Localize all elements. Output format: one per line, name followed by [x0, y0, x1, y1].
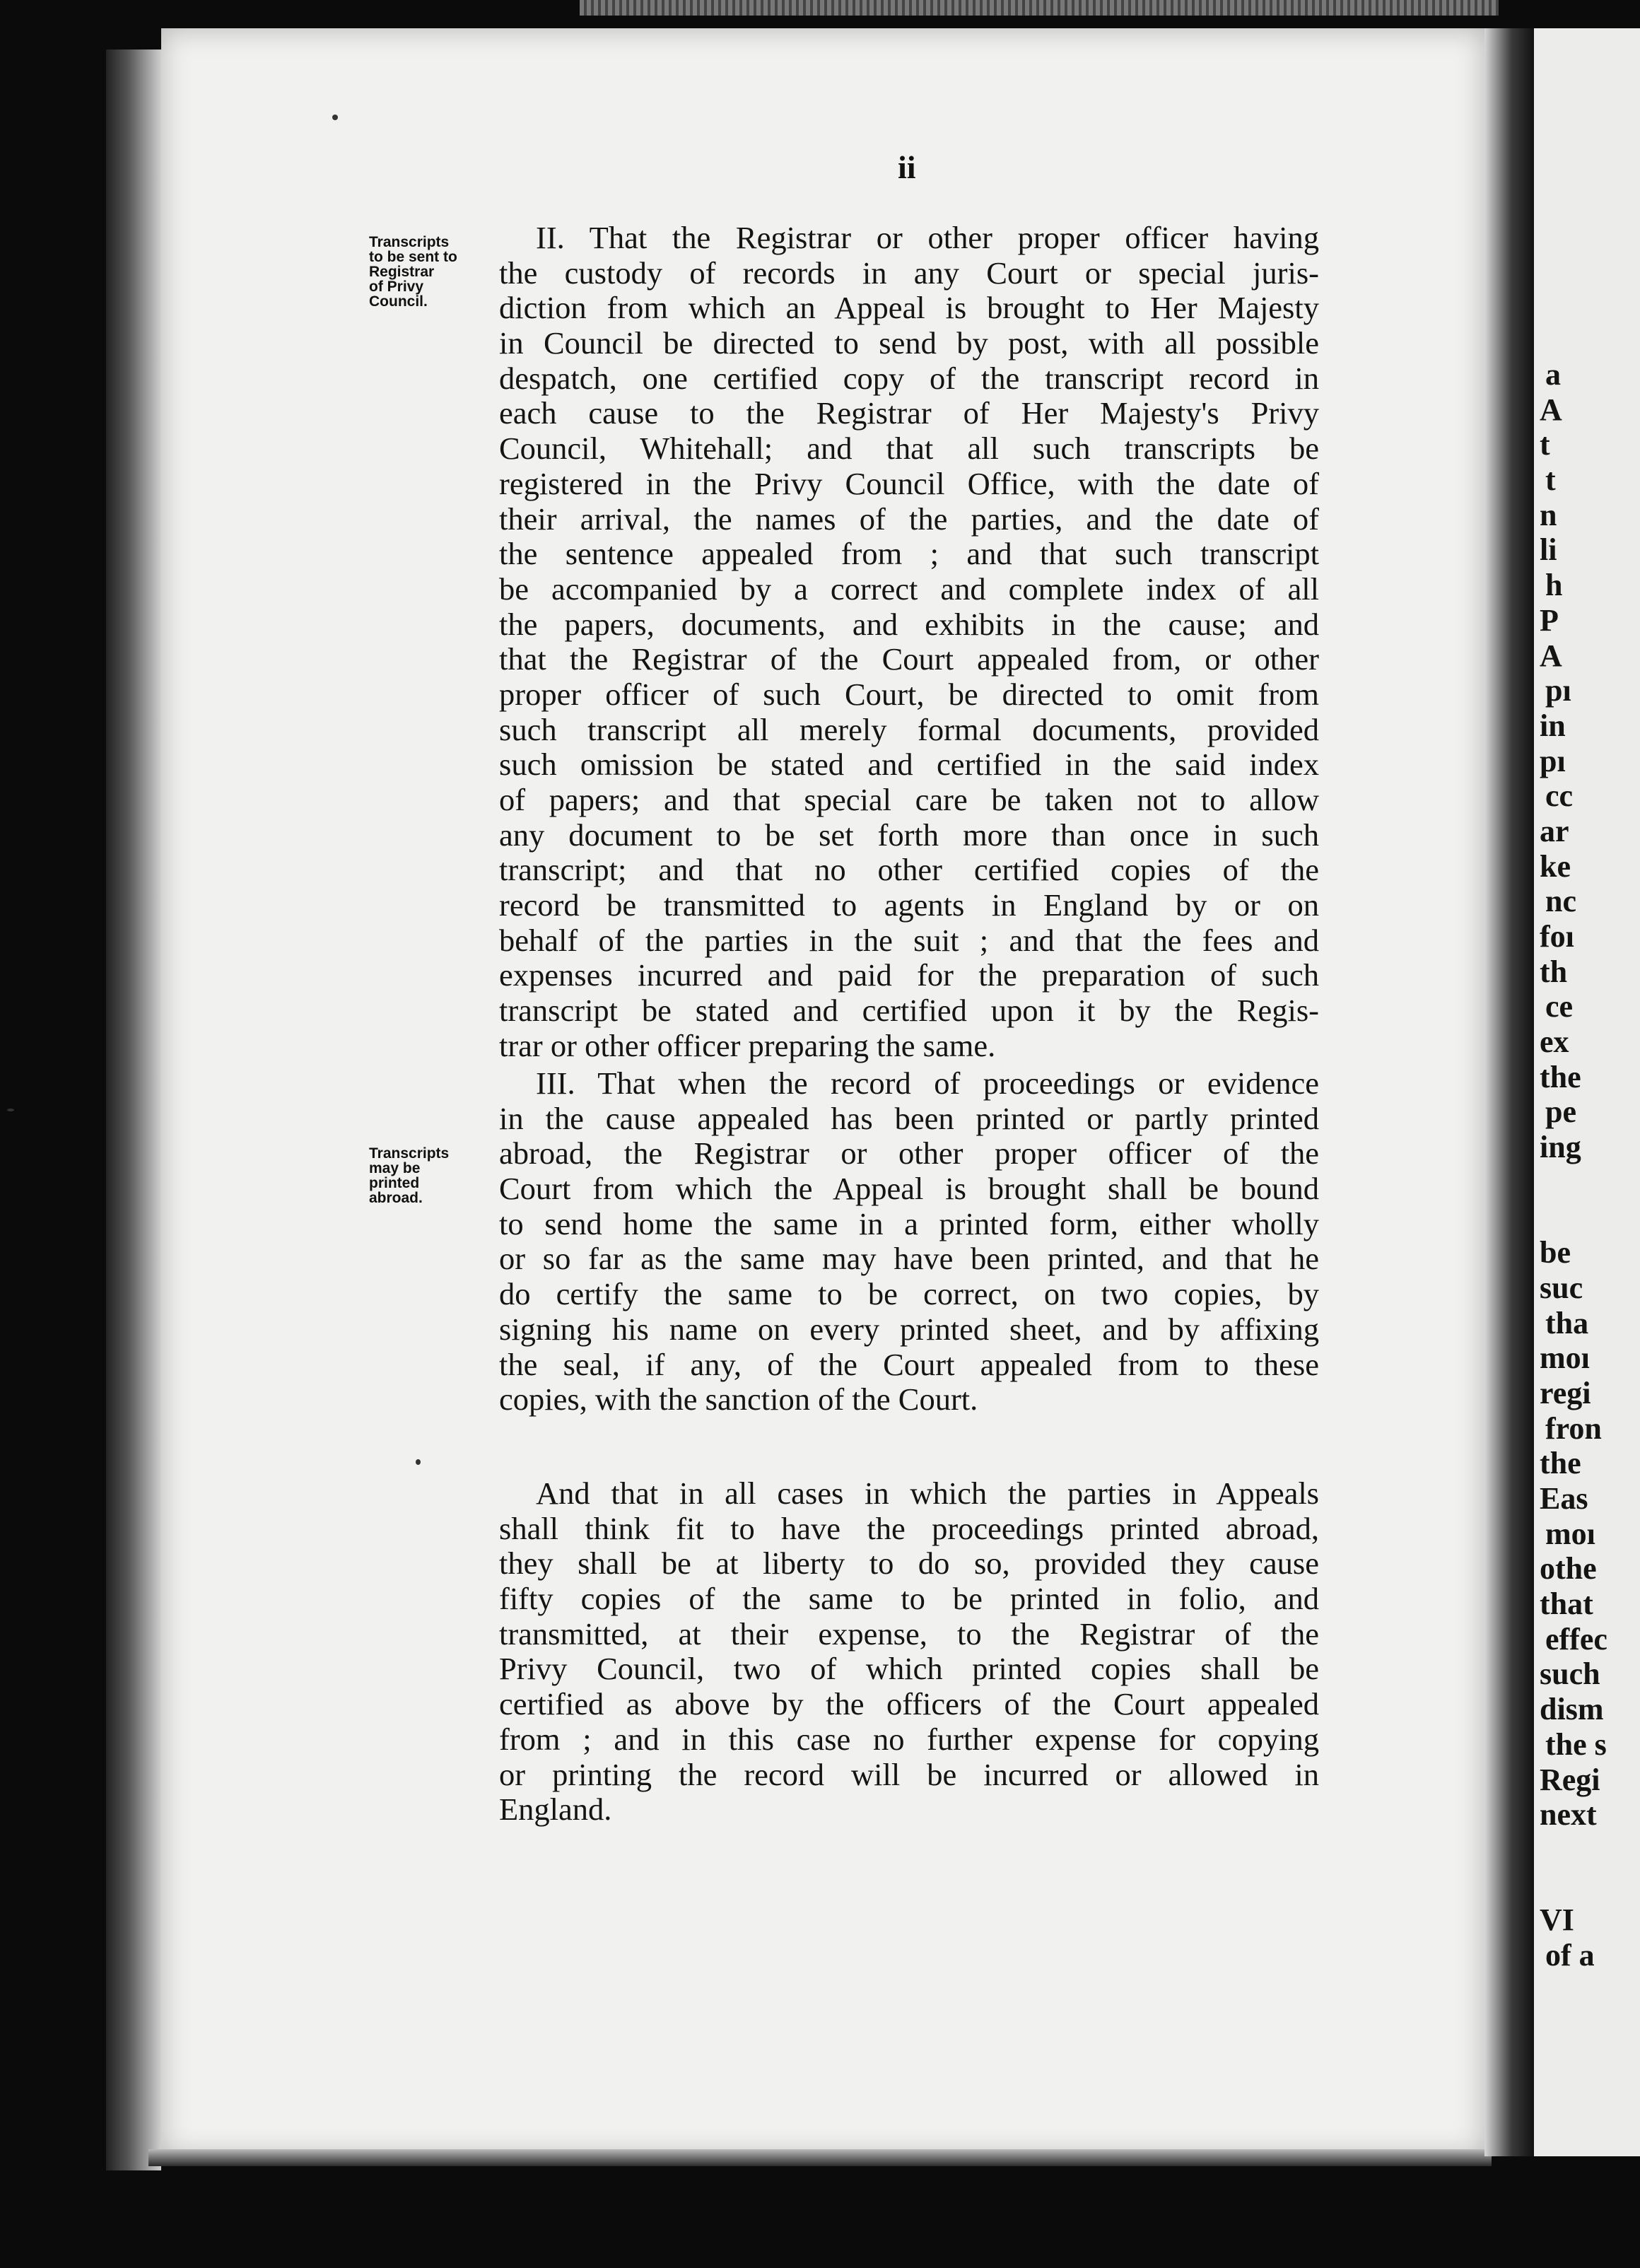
text-line: Privy Council, two of which printed copies shall be: [499, 1651, 1319, 1687]
text-line: from ; and in this case no further expense for copying: [499, 1721, 1319, 1757]
text-line: or so far as the same may have been printed, and that he: [499, 1241, 1319, 1277]
text-line: shall think fit to have the proceedings printed abroad,: [499, 1510, 1319, 1546]
facing-page-line: that: [1540, 1586, 1593, 1622]
facing-page-line: n: [1540, 497, 1557, 532]
book-gutter: [1484, 28, 1534, 2156]
facing-page-line: li: [1540, 532, 1557, 568]
facing-page-line: t: [1540, 427, 1550, 462]
facing-page-line: effec: [1545, 1621, 1607, 1656]
facing-page-line: Regi: [1540, 1762, 1600, 1797]
text-line: they shall be at liberty to do so, provided they cause: [499, 1545, 1319, 1582]
text-line: the custody of records in any Court or special juris-: [499, 255, 1319, 291]
paragraph-ii: [499, 221, 1319, 1064]
text-line: the sentence appealed from ; and that such transcript: [499, 536, 1319, 572]
text-line: proper officer of such Court, be directed to omit from: [499, 676, 1319, 712]
facing-page-line: [1540, 1165, 1607, 1200]
text-line: or printing the record will be incurred or allowed in: [499, 1756, 1319, 1792]
facing-page-line: ce: [1545, 989, 1574, 1024]
text-line: behalf of the parties in the suit ; and that the fees and: [499, 922, 1319, 958]
facing-page-line: t: [1545, 462, 1556, 498]
text-line: do certify the same to be correct, on two copies, by: [499, 1276, 1319, 1312]
text-line: fifty copies of the same to be printed in folio, and: [499, 1581, 1319, 1617]
text-line: to send home the same in a printed form, either wholly: [499, 1205, 1319, 1241]
sidenote-line: of Privy: [369, 279, 424, 295]
facing-page-line: ex: [1540, 1024, 1569, 1060]
facing-page-line: moı: [1545, 1516, 1595, 1551]
facing-page-line: regi: [1540, 1375, 1591, 1410]
text-line: such transcript all merely formal documents, provided: [499, 711, 1319, 747]
sidenote-line: to be sent to: [369, 249, 457, 265]
facing-page-line: fron: [1545, 1410, 1602, 1446]
text-line: Council, Whitehall; and that all such transcripts be: [499, 431, 1319, 467]
facing-page-line: pı: [1545, 673, 1571, 708]
page-bottom-edge: [148, 2149, 1492, 2166]
facing-page-line: P: [1540, 602, 1559, 638]
facing-page-line: ar: [1540, 813, 1569, 848]
facing-page-line: in: [1540, 708, 1566, 743]
text-line: their arrival, the names of the parties, and the date of: [499, 501, 1319, 537]
text-line: of papers; and that special care be taken not to allow: [499, 782, 1319, 817]
text-line: record be transmitted to agents in England by or on: [499, 887, 1319, 923]
facing-page-line: moı: [1540, 1340, 1590, 1376]
text-line: England.: [499, 1791, 612, 1828]
text-line: certified as above by the officers of the Court appealed: [499, 1686, 1319, 1722]
text-line: transcript be stated and certified upon it by the Regis-: [499, 993, 1319, 1029]
sidenote-line: Council.: [369, 293, 428, 310]
facing-page-line: ke: [1540, 848, 1571, 884]
sidenote-transcripts-to-registrar: [369, 235, 489, 309]
facing-page-line: [1540, 1868, 1607, 1903]
page-number: ii: [898, 149, 916, 185]
facing-page-line: next: [1540, 1797, 1597, 1832]
facing-page-line: ing: [1540, 1130, 1581, 1165]
sidenote-line: Transcripts: [369, 234, 450, 250]
text-line: copies, with the sanction of the Court.: [499, 1381, 978, 1418]
facing-page-line: othe: [1540, 1551, 1597, 1586]
text-line: trar or other officer preparing the same.: [499, 1027, 996, 1063]
text-line: transmitted, at their expense, to the Registrar of the: [499, 1615, 1319, 1652]
facing-page-line: suc: [1540, 1270, 1583, 1305]
facing-page-line: cc: [1545, 778, 1574, 814]
facing-page-line: the: [1540, 1446, 1581, 1481]
facing-page-line: nc: [1545, 884, 1576, 919]
sidenote-line: Registrar: [369, 264, 435, 280]
text-line: II. That the Registrar or other proper officer having: [536, 220, 1319, 255]
facing-page-line: A: [1540, 638, 1562, 673]
facing-page-line: dism: [1540, 1692, 1604, 1727]
facing-page-line: Eas: [1540, 1481, 1588, 1516]
sidenote-line: printed: [369, 1175, 420, 1191]
sidenote-transcripts-printed-abroad: [369, 1146, 489, 1205]
facing-page-line: pe: [1545, 1094, 1576, 1130]
text-line: transcript; and that no other certified copies of the: [499, 852, 1319, 888]
text-line: abroad, the Registrar or other proper officer of the: [499, 1135, 1319, 1171]
text-line: such omission be stated and certified in the said index: [499, 747, 1319, 783]
text-line: despatch, one certified copy of the transcript record in: [499, 360, 1319, 396]
facing-page-line: A: [1540, 392, 1562, 427]
text-line: And that in all cases in which the parties in Appeals: [536, 1475, 1319, 1511]
page-left-edge: [106, 49, 161, 2170]
sidenote-line: Transcripts: [369, 1145, 450, 1162]
text-line: diction from which an Appeal is brought to Her Majesty: [499, 290, 1319, 326]
facing-page-line: [1540, 1200, 1607, 1236]
facing-page-line: [1540, 1832, 1607, 1868]
dust-speck: [332, 115, 338, 120]
text-line: expenses incurred and paid for the preparation of such: [499, 957, 1319, 993]
facing-page-line: the: [1540, 1059, 1581, 1094]
facing-page-line: VI: [1540, 1902, 1574, 1938]
facing-page-line: tha: [1545, 1305, 1589, 1340]
text-line: registered in the Privy Council Office, with the date of: [499, 465, 1319, 501]
text-line: any document to be set forth more than once in such: [499, 817, 1319, 853]
text-line: III. That when the record of proceedings or evidence: [536, 1065, 1319, 1101]
text-line: in the cause appealed has been printed or partly printed: [499, 1100, 1319, 1136]
dust-speck: [7, 1109, 14, 1111]
text-line: signing his name on every printed sheet, and by affixing: [499, 1311, 1319, 1347]
paragraph-iii: [499, 1066, 1319, 1418]
text-line: Court from which the Appeal is brought shall be bound: [499, 1171, 1319, 1207]
facing-page-line: th: [1540, 954, 1568, 989]
facing-page-line: pı: [1540, 743, 1566, 778]
facing-page-line: such: [1540, 1656, 1600, 1692]
facing-page-line: the s: [1545, 1726, 1607, 1762]
facing-page-line: h: [1545, 568, 1563, 603]
dust-speck: [416, 1459, 421, 1465]
text-line: in Council be directed to send by post, with all possible: [499, 325, 1319, 361]
facing-page-text: [1540, 357, 1607, 1973]
sidenote-line: may be: [369, 1160, 421, 1176]
text-line: be accompanied by a correct and complete index of all: [499, 571, 1319, 607]
text-line: the seal, if any, of the Court appealed from to these: [499, 1346, 1319, 1382]
paragraph-and-that: [499, 1476, 1319, 1828]
facing-page-line: of a: [1545, 1937, 1595, 1972]
facing-page-line: foı: [1540, 919, 1574, 954]
facing-page-line: a: [1545, 357, 1561, 392]
text-line: each cause to the Registrar of Her Majesty's Privy: [499, 395, 1319, 431]
sidenote-line: abroad.: [369, 1190, 423, 1206]
scan-top-edge: [580, 0, 1499, 16]
facing-page-line: be: [1540, 1235, 1571, 1270]
text-line: the papers, documents, and exhibits in the cause; and: [499, 606, 1319, 642]
text-line: that the Registrar of the Court appealed from, or other: [499, 641, 1319, 677]
